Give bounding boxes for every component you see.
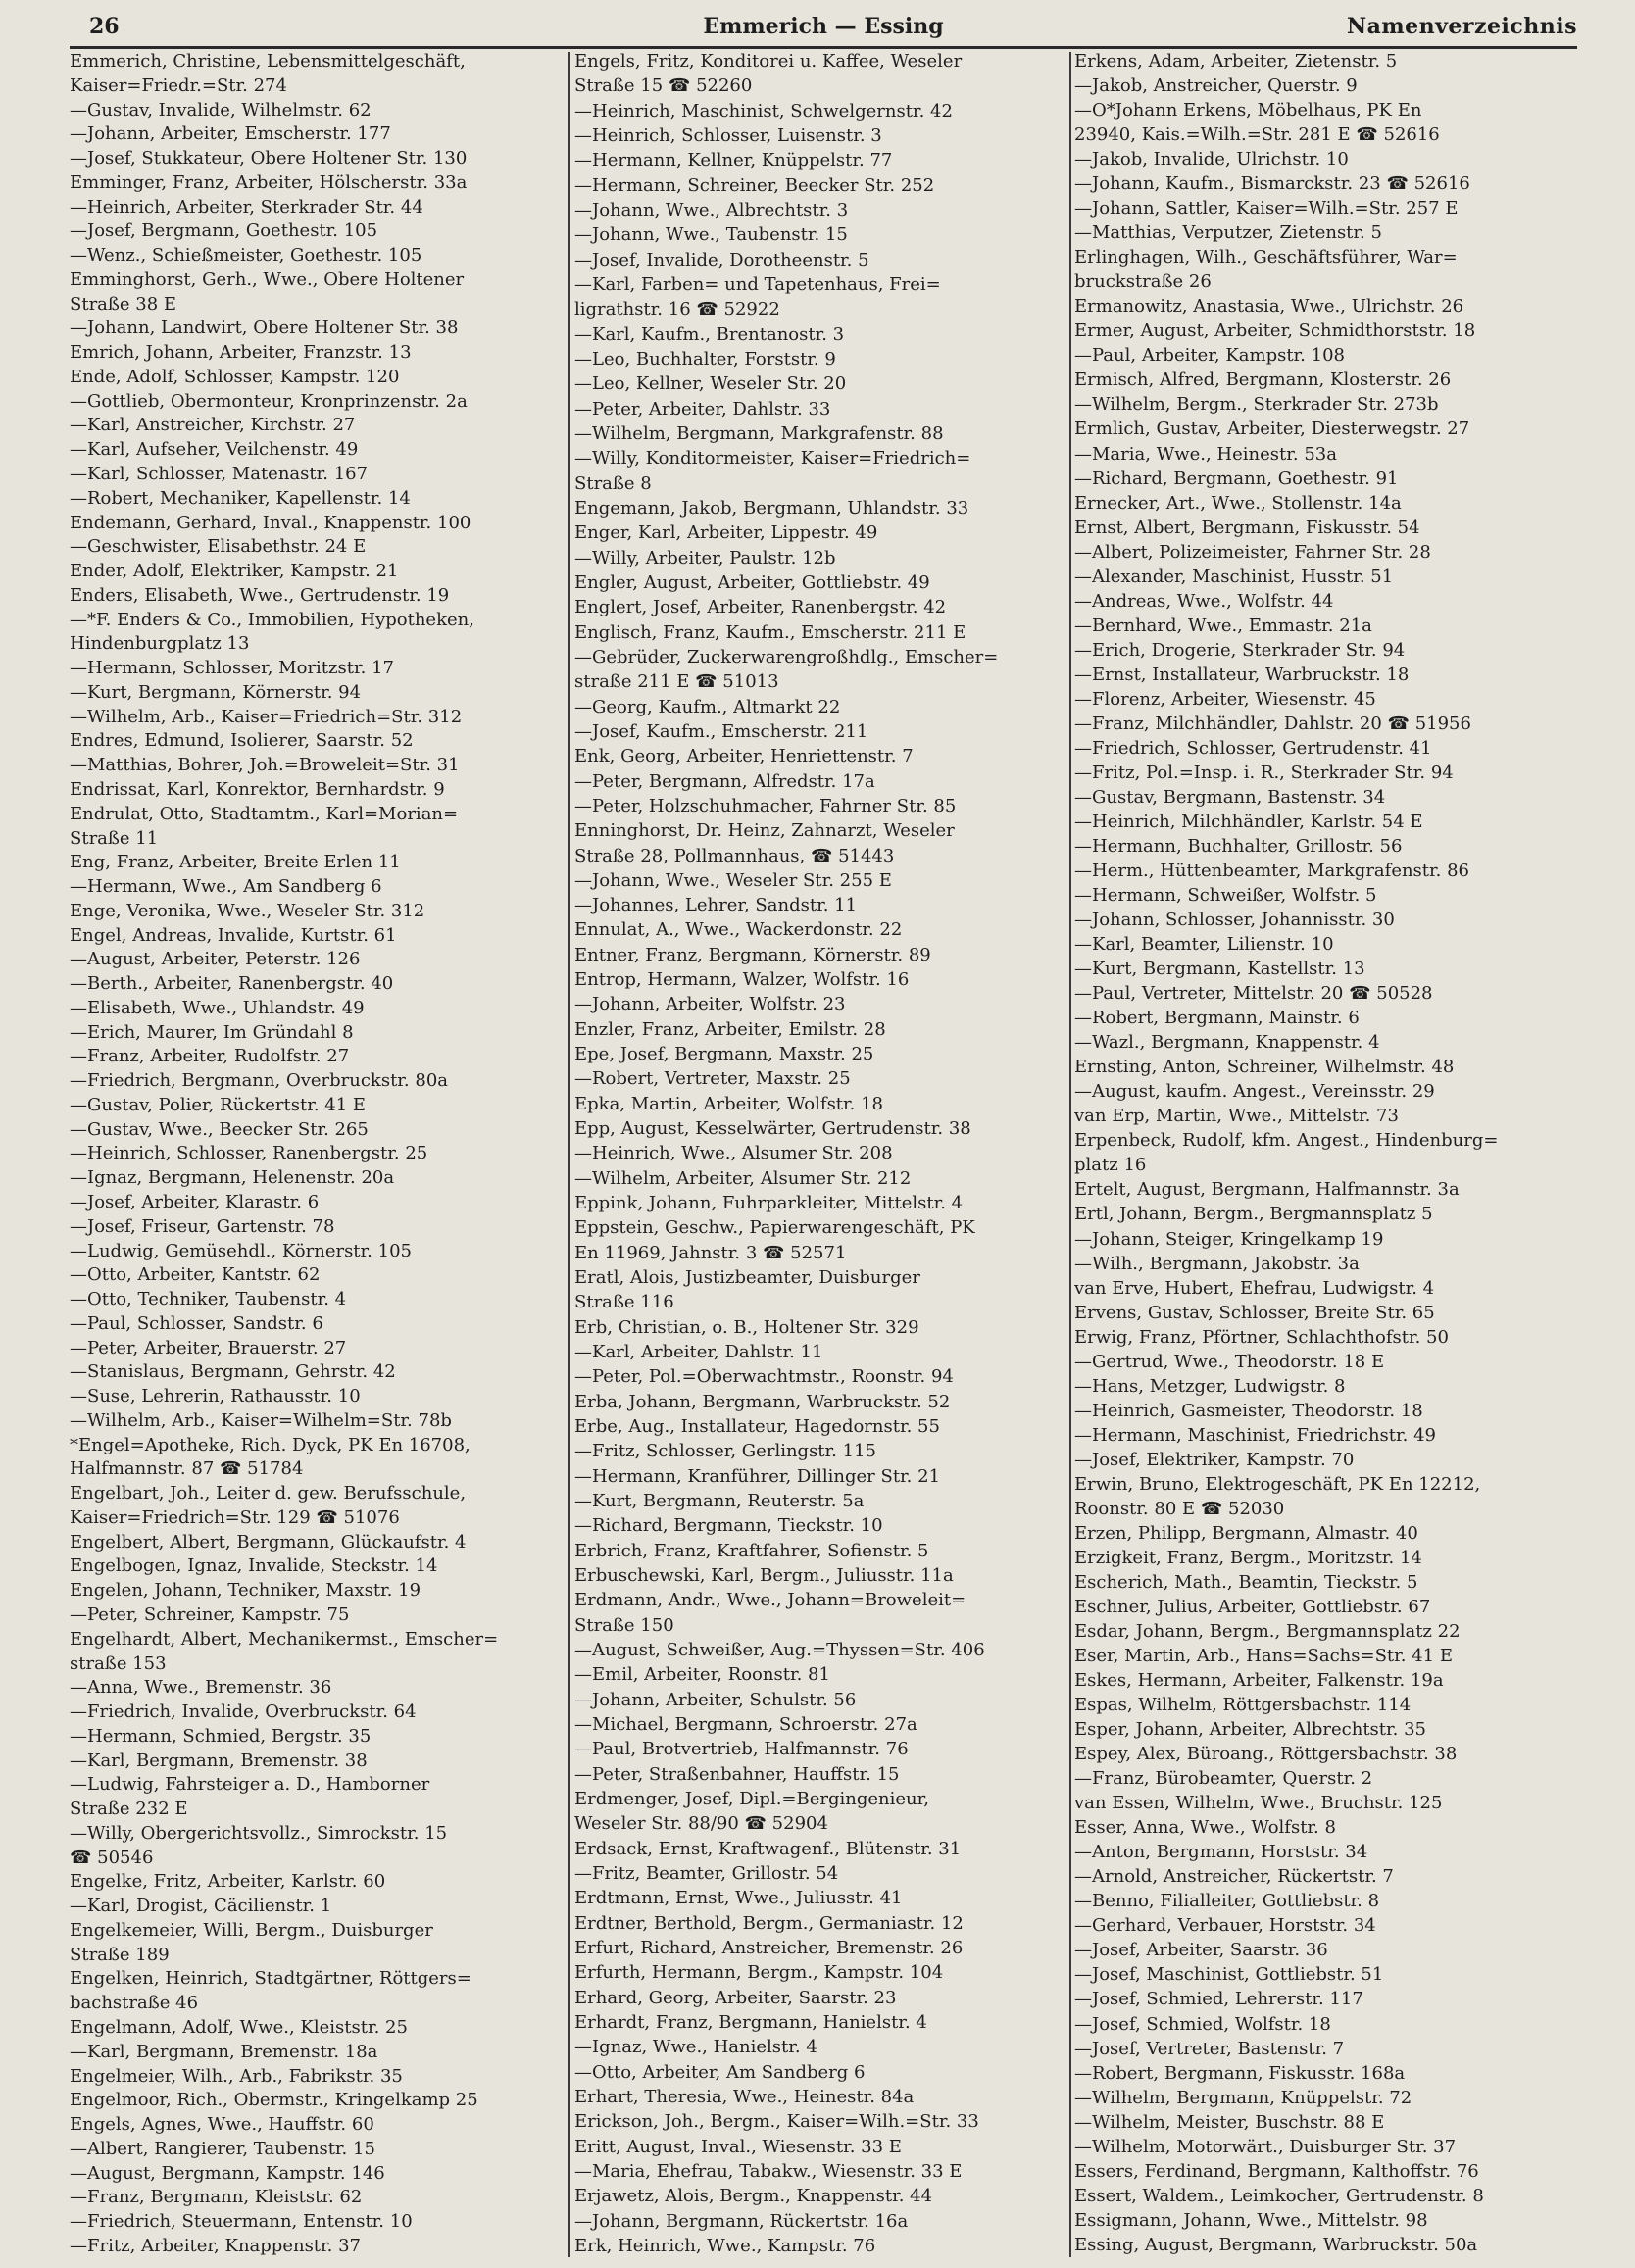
directory-entry-line: —Willy, Konditormeister, Kaiser=Friedrich= (574, 448, 971, 469)
directory-entry-line: Straße 150 (574, 1614, 674, 1636)
directory-entry-line: Engelken, Heinrich, Stadtgärtner, Röttgers= (70, 1968, 471, 1990)
directory-entry-line: Engelbart, Joh., Leiter d. gew. Berufsschule, (70, 1483, 467, 1504)
directory-entry-line: —*F. Enders & Co., Immobilien, Hypotheken, (70, 609, 474, 630)
directory-entry-line: —Paul, Arbeiter, Kampstr. 108 (1074, 345, 1345, 367)
directory-entry-line: —Willy, Obergerichtsvollz., Simrockstr. 15 (70, 1822, 448, 1844)
directory-entry-line: —Matthias, Verputzer, Zietenstr. 5 (1074, 222, 1382, 244)
directory-entry-line: —Robert, Bergmann, Fiskusstr. 168a (1074, 2062, 1406, 2084)
directory-entry-line: —Wilhelm, Arbeiter, Alsumer Str. 212 (574, 1167, 912, 1189)
directory-entry-line: —Josef, Vertreter, Bastenstr. 7 (1074, 2038, 1345, 2059)
directory-entry-line: Erbe, Aug., Installateur, Hagedornstr. 55 (574, 1416, 940, 1438)
directory-entry-line: —Johann, Sattler, Kaiser=Wilh.=Str. 257 E (1074, 198, 1459, 220)
directory-entry-line: Eser, Martin, Arb., Hans=Sachs=Str. 41 E (1074, 1646, 1453, 1667)
directory-entry-line: Engels, Agnes, Wwe., Hauffstr. 60 (70, 2114, 374, 2136)
directory-entry-line: Erkens, Adam, Arbeiter, Zietenstr. 5 (1074, 51, 1398, 72)
directory-entry-line: —Gottlieb, Obermonteur, Kronprinzenstr. 2a (70, 390, 468, 412)
directory-entry-line: —Benno, Filialleiter, Gottliebstr. 8 (1074, 1891, 1380, 1912)
directory-entry-line: Engelbogen, Ignaz, Invalide, Steckstr. 14 (70, 1555, 438, 1577)
directory-entry-line: Erhardt, Franz, Bergmann, Hanielstr. 4 (574, 2011, 927, 2033)
directory-entry-line: —Gerhard, Verbauer, Horststr. 34 (1074, 1915, 1376, 1937)
directory-entry-line: Engelhardt, Albert, Mechanikermst., Emscher= (70, 1628, 499, 1650)
directory-entry-line: —Peter, Pol.=Oberwachtmstr., Roonstr. 94 (574, 1366, 954, 1388)
directory-entry-line: —Ludwig, Gemüsehdl., Körnerstr. 105 (70, 1240, 412, 1261)
directory-entry-line: Erzen, Philipp, Bergmann, Almastr. 40 (1074, 1522, 1418, 1544)
directory-entry-line: —Michael, Bergmann, Schroerstr. 27a (574, 1713, 917, 1735)
directory-entry-line: *Engel=Apotheke, Rich. Dyck, PK En 16708, (70, 1434, 471, 1455)
directory-entry-line: —Leo, Buchhalter, Forststr. 9 (574, 348, 836, 370)
directory-entry-line: Engels, Fritz, Konditorei u. Kaffee, Weseler (574, 51, 963, 72)
directory-entry-line: Enk, Georg, Arbeiter, Henriettenstr. 7 (574, 746, 914, 767)
directory-entry-line: Kaiser=Friedr.=Str. 274 (70, 74, 287, 96)
directory-entry-line: Engelmann, Adolf, Wwe., Kleiststr. 25 (70, 2017, 408, 2039)
directory-entry-line: Essigmann, Johann, Wwe., Mittelstr. 98 (1074, 2209, 1428, 2231)
directory-column-left (70, 50, 565, 2258)
directory-entry-line: Erdmann, Andr., Wwe., Johann=Broweleit= (574, 1590, 966, 1611)
directory-entry-line: —Hans, Metzger, Ludwigstr. 8 (1074, 1375, 1346, 1397)
directory-entry-line: —Karl, Kaufm., Brentanostr. 3 (574, 323, 845, 345)
directory-entry-line: —Josef, Arbeiter, Saarstr. 36 (1074, 1940, 1328, 1961)
directory-entry-line: van Erve, Hubert, Ehefrau, Ludwigstr. 4 (1074, 1277, 1435, 1299)
directory-entry-line: —Wilhelm, Arb., Kaiser=Wilhelm=Str. 78b (70, 1409, 452, 1431)
directory-entry-line: —Otto, Arbeiter, Am Sandberg 6 (574, 2061, 866, 2083)
directory-entry-line: Endemann, Gerhard, Inval., Knappenstr. 100 (70, 512, 471, 533)
directory-entry-line: —Jakob, Anstreicher, Querstr. 9 (1074, 75, 1358, 97)
directory-entry-line: Erdmenger, Josef, Dipl.=Bergingenieur, (574, 1788, 929, 1809)
directory-entry-line: —Johann, Arbeiter, Emscherstr. 177 (70, 123, 391, 145)
directory-entry-line: Straße 189 (70, 1944, 170, 1965)
directory-entry-line: —Josef, Friseur, Gartenstr. 78 (70, 1215, 335, 1237)
directory-entry-line: —Arnold, Anstreicher, Rückertstr. 7 (1074, 1866, 1394, 1888)
directory-entry-line: —Kurt, Bergmann, Reuterstr. 5a (574, 1491, 865, 1512)
directory-entry-line: —Johann, Wwe., Weseler Str. 255 E (574, 869, 892, 891)
directory-entry-line: ligrathstr. 16 ☎ 52922 (574, 299, 780, 320)
directory-entry-line: —Johann, Kaufm., Bismarckstr. 23 ☎ 52616 (1074, 173, 1470, 195)
directory-entry-line: Espey, Alex, Büroang., Röttgersbachstr. 38 (1074, 1744, 1458, 1765)
directory-entry-line: —Johann, Landwirt, Obere Holtener Str. 38 (70, 318, 459, 339)
directory-entry-line: Straße 38 E (70, 293, 177, 315)
directory-entry-line: —Karl, Schlosser, Matenastr. 167 (70, 464, 369, 485)
directory-entry-line: —Ludwig, Fahrsteiger a. D., Hamborner (70, 1774, 430, 1796)
directory-entry-line: —Josef, Kaufm., Emscherstr. 211 (574, 720, 868, 742)
directory-entry-line: —Peter, Schreiner, Kampstr. 75 (70, 1604, 350, 1625)
directory-entry-line: —Elisabeth, Wwe., Uhlandstr. 49 (70, 997, 365, 1018)
directory-entry-line: —August, kaufm. Angest., Vereinsstr. 29 (1074, 1081, 1435, 1103)
directory-entry-line: —Karl, Anstreicher, Kirchstr. 27 (70, 415, 356, 436)
directory-entry-line: —Hermann, Kranführer, Dillinger Str. 21 (574, 1465, 941, 1487)
directory-entry-line: 23940, Kais.=Wilh.=Str. 281 E ☎ 52616 (1074, 124, 1440, 146)
directory-entry-line: Ernst, Albert, Bergmann, Fiskusstr. 54 (1074, 517, 1420, 538)
directory-entry-line: Eng, Franz, Arbeiter, Breite Erlen 11 (70, 852, 401, 873)
directory-entry-line: —Otto, Arbeiter, Kantstr. 62 (70, 1264, 321, 1286)
directory-entry-line: Enzler, Franz, Arbeiter, Emilstr. 28 (574, 1018, 886, 1040)
directory-entry-line: Epka, Martin, Arbeiter, Wolfstr. 18 (574, 1093, 884, 1114)
directory-entry-line: —Florenz, Arbeiter, Wiesenstr. 45 (1074, 688, 1376, 710)
directory-entry-line: straße 153 (70, 1652, 167, 1674)
directory-entry-line: —Fritz, Pol.=Insp. i. R., Sterkrader Str. 94 (1074, 762, 1454, 783)
directory-entry-line: —August, Arbeiter, Peterstr. 126 (70, 949, 361, 970)
directory-entry-line: —Hermann, Schlosser, Moritzstr. 17 (70, 658, 394, 679)
directory-entry-line: —Geschwister, Elisabethstr. 24 E (70, 536, 367, 558)
directory-entry-line: Emrich, Johann, Arbeiter, Franzstr. 13 (70, 342, 412, 364)
directory-entry-line: Erpenbeck, Rudolf, kfm. Angest., Hindenburg= (1074, 1130, 1499, 1152)
directory-entry-line: —Peter, Arbeiter, Dahlstr. 33 (574, 398, 831, 419)
directory-entry-line: —Robert, Vertreter, Maxstr. 25 (574, 1068, 851, 1090)
directory-entry-line: —Karl, Bergmann, Bremenstr. 18a (70, 2041, 378, 2062)
directory-entry-line: —Karl, Bergmann, Bremenstr. 38 (70, 1750, 368, 1771)
directory-entry-line: —Fritz, Arbeiter, Knappenstr. 37 (70, 2235, 362, 2256)
directory-entry-line: —Wilhelm, Bergm., Sterkrader Str. 273b (1074, 394, 1439, 416)
directory-entry-line: —Hermann, Schmied, Bergstr. 35 (70, 1725, 372, 1747)
directory-entry-line: Weseler Str. 88/90 ☎ 52904 (574, 1813, 828, 1835)
directory-entry-line: —Heinrich, Milchhändler, Karlstr. 54 E (1074, 811, 1423, 832)
directory-entry-line: Erdsack, Ernst, Kraftwagenf., Blütenstr. 31 (574, 1838, 962, 1859)
directory-entry-line: Ermisch, Alfred, Bergmann, Klosterstr. 26 (1074, 370, 1452, 391)
directory-entry-line: Eratl, Alois, Justizbeamter, Duisburger (574, 1267, 920, 1289)
directory-entry-line: —Anna, Wwe., Bremenstr. 36 (70, 1677, 332, 1699)
directory-entry-line: Endrulat, Otto, Stadtamtm., Karl=Morian= (70, 803, 459, 824)
directory-entry-line: Erhart, Theresia, Wwe., Heinestr. 84a (574, 2086, 915, 2107)
directory-entry-line: Ernecker, Art., Wwe., Stollenstr. 14a (1074, 492, 1402, 514)
directory-entry-line: —Karl, Drogist, Cäcilienstr. 1 (70, 1896, 332, 1917)
directory-entry-line: platz 16 (1074, 1155, 1147, 1176)
directory-entry-line: —Kurt, Bergmann, Körnerstr. 94 (70, 681, 362, 703)
directory-entry-line: Essers, Ferdinand, Bergmann, Kalthoffstr. 76 (1074, 2160, 1479, 2182)
directory-entry-line: —Karl, Farben= und Tapetenhaus, Frei= (574, 273, 941, 295)
directory-entry-line: Hindenburgplatz 13 (70, 633, 250, 655)
directory-entry-line: —Bernhard, Wwe., Emmastr. 21a (1074, 615, 1372, 636)
directory-entry-line: Erfurth, Hermann, Bergm., Kampstr. 104 (574, 1962, 944, 1984)
directory-entry-line: Enninghorst, Dr. Heinz, Zahnarzt, Weseler (574, 820, 955, 842)
page-title: Emmerich — Essing (703, 14, 944, 39)
directory-entry-line: Engelkemeier, Willi, Bergm., Duisburger (70, 1919, 433, 1941)
directory-entry-line: Straße 232 E (70, 1799, 188, 1820)
directory-entry-line: Ennulat, A., Wwe., Wackerdonstr. 22 (574, 919, 903, 941)
directory-entry-line: —Robert, Mechaniker, Kapellenstr. 14 (70, 487, 411, 509)
directory-entry-line: —Ernst, Installateur, Warbruckstr. 18 (1074, 664, 1410, 685)
directory-entry-line: Ernsting, Anton, Schreiner, Wilhelmstr. 48 (1074, 1057, 1455, 1078)
directory-entry-line: —Johann, Wwe., Albrechtstr. 3 (574, 199, 849, 221)
directory-entry-line: Eschner, Julius, Arbeiter, Gottliebstr. 67 (1074, 1596, 1431, 1617)
directory-entry-line: Emminghorst, Gerh., Wwe., Obere Holtener (70, 269, 465, 290)
directory-entry-line: —Anton, Bergmann, Horststr. 34 (1074, 1842, 1368, 1863)
directory-entry-line: —Erich, Drogerie, Sterkrader Str. 94 (1074, 639, 1406, 661)
directory-entry-line: —Hermann, Maschinist, Friedrichstr. 49 (1074, 1424, 1436, 1446)
directory-entry-line: Eritt, August, Inval., Wiesenstr. 33 E (574, 2136, 902, 2157)
directory-entry-line: —Gustav, Polier, Rückertstr. 41 E (70, 1094, 367, 1115)
directory-entry-line: —Johann, Arbeiter, Wolfstr. 23 (574, 994, 846, 1015)
directory-entry-line: —Wilhelm, Arb., Kaiser=Friedrich=Str. 312 (70, 706, 463, 727)
directory-entry-line: —Gustav, Bergmann, Bastenstr. 34 (1074, 786, 1386, 808)
directory-entry-line: —Wilhelm, Meister, Buschstr. 88 E (1074, 2111, 1385, 2133)
directory-entry-line: —August, Schweißer, Aug.=Thyssen=Str. 406 (574, 1640, 985, 1660)
directory-entry-line: —Fritz, Schlosser, Gerlingstr. 115 (574, 1441, 876, 1462)
directory-entry-line: Emmerich, Christine, Lebensmittelgeschäft, (70, 51, 466, 72)
directory-entry-line: —Ignaz, Bergmann, Helenenstr. 20a (70, 1167, 395, 1189)
directory-entry-line: —Wazl., Bergmann, Knappenstr. 4 (1074, 1032, 1380, 1054)
directory-entry-line: —Franz, Bergmann, Kleiststr. 62 (70, 2187, 363, 2208)
directory-entry-line: Essert, Waldem., Leimkocher, Gertrudenstr. 8 (1074, 2185, 1484, 2206)
directory-entry-line: Straße 15 ☎ 52260 (574, 75, 753, 97)
directory-entry-line: —Franz, Arbeiter, Rudolfstr. 27 (70, 1046, 350, 1067)
page-number: 26 (89, 14, 120, 39)
directory-entry-line: —Erich, Maurer, Im Gründahl 8 (70, 1021, 354, 1043)
directory-entry-line: Espas, Wilhelm, Röttgersbachstr. 114 (1074, 1695, 1412, 1716)
directory-entry-line: —Karl, Arbeiter, Dahlstr. 11 (574, 1342, 823, 1363)
directory-entry-line: Epp, August, Kesselwärter, Gertrudenstr. 38 (574, 1118, 971, 1140)
directory-entry-line: Erdtner, Berthold, Bergm., Germaniastr. 12 (574, 1912, 964, 1934)
directory-entry-line: —Heinrich, Arbeiter, Sterkrader Str. 44 (70, 196, 423, 218)
directory-entry-line: —Leo, Kellner, Weseler Str. 20 (574, 373, 847, 395)
directory-entry-line: Erwin, Bruno, Elektrogeschäft, PK En 12212, (1074, 1473, 1481, 1495)
directory-entry-line: —Johannes, Lehrer, Sandstr. 11 (574, 895, 858, 916)
directory-entry-line: Eppink, Johann, Fuhrparkleiter, Mittelstr. 4 (574, 1193, 964, 1214)
directory-entry-line: —Hermann, Kellner, Knüppelstr. 77 (574, 150, 893, 172)
directory-entry-line: —Gustav, Invalide, Wilhelmstr. 62 (70, 99, 372, 121)
directory-entry-line: —Johann, Steiger, Kringelkamp 19 (1074, 1228, 1384, 1250)
directory-entry-line: —Paul, Schlosser, Sandstr. 6 (70, 1312, 323, 1334)
directory-entry-line: —Peter, Straßenbahner, Hauffstr. 15 (574, 1763, 900, 1785)
directory-entry-line: Straße 116 (574, 1292, 674, 1313)
directory-entry-line: Engel, Andreas, Invalide, Kurtstr. 61 (70, 924, 397, 946)
directory-entry-line: —Ignaz, Wwe., Hanielstr. 4 (574, 2037, 818, 2058)
directory-entry-line: —Berth., Arbeiter, Ranenbergstr. 40 (70, 973, 394, 995)
directory-entry-line: van Erp, Martin, Wwe., Mittelstr. 73 (1074, 1106, 1399, 1127)
directory-entry-line: Ertelt, August, Bergmann, Halfmannstr. 3a (1074, 1179, 1460, 1201)
directory-entry-line: —Karl, Aufseher, Veilchenstr. 49 (70, 439, 359, 461)
directory-entry-line: —Maria, Wwe., Heinestr. 53a (1074, 443, 1337, 465)
directory-entry-line: Ermlich, Gustav, Arbeiter, Diesterwegstr. 27 (1074, 419, 1470, 440)
directory-entry-line: —Heinrich, Schlosser, Ranenbergstr. 25 (70, 1143, 428, 1164)
directory-entry-line: —Johann, Bergmann, Rückertstr. 16a (574, 2210, 909, 2232)
directory-entry-line: Erfurt, Richard, Anstreicher, Bremenstr. 26 (574, 1937, 964, 1958)
column-divider (568, 52, 570, 2257)
directory-entry-line: Roonstr. 80 E ☎ 52030 (1074, 1498, 1285, 1519)
directory-entry-line: —Peter, Bergmann, Alfredstr. 17a (574, 770, 875, 792)
directory-entry-line: —O*Johann Erkens, Möbelhaus, PK En (1074, 100, 1422, 122)
directory-entry-line: —Wilhelm, Bergmann, Markgrafenstr. 88 (574, 422, 944, 444)
directory-entry-line: —August, Bergmann, Kampstr. 146 (70, 2162, 385, 2184)
directory-entry-line: Enders, Elisabeth, Wwe., Gertrudenstr. 19 (70, 584, 450, 606)
directory-entry-line: Erba, Johann, Bergmann, Warbruckstr. 52 (574, 1391, 951, 1412)
directory-entry-line: —Hermann, Schweißer, Wolfstr. 5 (1074, 885, 1377, 907)
directory-entry-line: —Herm., Hüttenbeamter, Markgrafenstr. 86 (1074, 861, 1470, 882)
directory-entry-line: —Albert, Polizeimeister, Fahrner Str. 28 (1074, 541, 1431, 563)
directory-entry-line: —Hermann, Buchhalter, Grillostr. 56 (1074, 836, 1403, 857)
directory-entry-line: Esdar, Johann, Bergm., Bergmannsplatz 22 (1074, 1621, 1461, 1642)
directory-entry-line: Englert, Josef, Arbeiter, Ranenbergstr. 42 (574, 597, 947, 618)
directory-entry-line: Endres, Edmund, Isolierer, Saarstr. 52 (70, 730, 414, 752)
directory-entry-line: —Karl, Beamter, Lilienstr. 10 (1074, 934, 1334, 956)
directory-entry-line: —Wilh., Bergmann, Jakobstr. 3a (1074, 1253, 1360, 1274)
directory-entry-line: —Emil, Arbeiter, Roonstr. 81 (574, 1664, 830, 1686)
directory-entry-line: —Georg, Kaufm., Altmarkt 22 (574, 696, 841, 717)
directory-entry-line: —Friedrich, Schlosser, Gertrudenstr. 41 (1074, 737, 1432, 759)
directory-entry-line: —Alexander, Maschinist, Husstr. 51 (1074, 566, 1394, 587)
directory-entry-line: —Friedrich, Bergmann, Overbruckstr. 80a (70, 1070, 449, 1092)
directory-entry-line: —Andreas, Wwe., Wolfstr. 44 (1074, 590, 1334, 612)
directory-entry-line: Erwig, Franz, Pförtner, Schlachthofstr. 50 (1074, 1326, 1449, 1348)
directory-entry-line: Erbrich, Franz, Kraftfahrer, Sofienstr. 5 (574, 1540, 929, 1561)
directory-entry-line: —Josef, Elektriker, Kampstr. 70 (1074, 1449, 1355, 1470)
directory-entry-line: —Matthias, Bohrer, Joh.=Broweleit=Str. 31 (70, 755, 460, 776)
directory-entry-line: Erb, Christian, o. B., Holtener Str. 329 (574, 1316, 919, 1338)
directory-entry-line: —Wilhelm, Motorwärt., Duisburger Str. 37 (1074, 2136, 1457, 2157)
directory-entry-line: Engelke, Fritz, Arbeiter, Karlstr. 60 (70, 1871, 386, 1893)
directory-entry-line: Straße 28, Pollmannhaus, ☎ 51443 (574, 845, 895, 866)
directory-entry-line: bruckstraße 26 (1074, 271, 1212, 293)
directory-entry-line: —Josef, Stukkateur, Obere Holtener Str. 130 (70, 148, 468, 170)
directory-entry-line: Endrissat, Karl, Konrektor, Bernhardstr. 9 (70, 778, 445, 800)
directory-entry-line: —Paul, Brotvertrieb, Halfmannstr. 76 (574, 1739, 909, 1760)
directory-entry-line: —Kurt, Bergmann, Kastellstr. 13 (1074, 959, 1365, 980)
directory-entry-line: —Friedrich, Invalide, Overbruckstr. 64 (70, 1701, 417, 1723)
directory-entry-line: Erk, Heinrich, Wwe., Kampstr. 76 (574, 2235, 876, 2256)
directory-entry-line: van Essen, Wilhelm, Wwe., Bruchstr. 125 (1074, 1793, 1443, 1814)
directory-entry-line: Escherich, Math., Beamtin, Tieckstr. 5 (1074, 1571, 1418, 1593)
directory-entry-line: Ermer, August, Arbeiter, Schmidthorststr. 18 (1074, 320, 1476, 342)
directory-entry-line: Ermanowitz, Anastasia, Wwe., Ulrichstr. 26 (1074, 296, 1464, 318)
directory-entry-line: —Josef, Arbeiter, Klarastr. 6 (70, 1191, 320, 1212)
directory-entry-line: Halfmannstr. 87 ☎ 51784 (70, 1458, 304, 1480)
directory-entry-line: En 11969, Jahnstr. 3 ☎ 52571 (574, 1242, 847, 1263)
directory-entry-line: —Hermann, Wwe., Am Sandberg 6 (70, 876, 382, 898)
directory-entry-line: —Paul, Vertreter, Mittelstr. 20 ☎ 50528 (1074, 983, 1433, 1005)
directory-entry-line: —Johann, Arbeiter, Schulstr. 56 (574, 1689, 857, 1710)
directory-entry-line: —Johann, Wwe., Taubenstr. 15 (574, 224, 848, 246)
directory-entry-line: Erjawetz, Alois, Bergm., Knappenstr. 44 (574, 2186, 933, 2207)
directory-entry-line: Englisch, Franz, Kaufm., Emscherstr. 211 E (574, 621, 966, 643)
directory-entry-line: —Maria, Ehefrau, Tabakw., Wiesenstr. 33 E (574, 2160, 963, 2182)
directory-entry-line: —Gebrüder, Zuckerwarengroßhdlg., Emscher= (574, 646, 999, 667)
directory-entry-line: Eskes, Hermann, Arbeiter, Falkenstr. 19a (1074, 1670, 1444, 1692)
directory-entry-line: —Fritz, Beamter, Grillostr. 54 (574, 1862, 839, 1884)
directory-entry-line: —Heinrich, Wwe., Alsumer Str. 208 (574, 1143, 893, 1164)
directory-entry-line: Engemann, Jakob, Bergmann, Uhlandstr. 33 (574, 497, 969, 518)
directory-entry-line: Enge, Veronika, Wwe., Weseler Str. 312 (70, 900, 425, 921)
directory-entry-line: Ertl, Johann, Bergm., Bergmannsplatz 5 (1074, 1204, 1433, 1225)
directory-entry-line: Erickson, Joh., Bergm., Kaiser=Wilh.=Str. 33 (574, 2111, 979, 2133)
section-title: Namenverzeichnis (1347, 14, 1577, 39)
directory-entry-line: Erlinghagen, Wilh., Geschäftsführer, War= (1074, 247, 1458, 269)
directory-entry-line: Erzigkeit, Franz, Bergm., Moritzstr. 14 (1074, 1547, 1422, 1568)
directory-entry-line: —Stanislaus, Bergmann, Gehrstr. 42 (70, 1361, 396, 1383)
directory-entry-line: —Josef, Invalide, Dorotheenstr. 5 (574, 249, 869, 271)
directory-column-right (1074, 50, 1577, 2258)
directory-entry-line: Ender, Adolf, Elektriker, Kampstr. 21 (70, 561, 399, 582)
directory-entry-line: Erdtmann, Ernst, Wwe., Juliusstr. 41 (574, 1888, 903, 1909)
directory-entry-line: —Peter, Arbeiter, Brauerstr. 27 (70, 1337, 347, 1358)
directory-entry-line: —Josef, Schmied, Wolfstr. 18 (1074, 2013, 1331, 2035)
directory-entry-line: Erhard, Georg, Arbeiter, Saarstr. 23 (574, 1987, 897, 2008)
directory-entry-line: straße 211 E ☎ 51013 (574, 671, 779, 693)
directory-entry-line: —Gustav, Wwe., Beecker Str. 265 (70, 1118, 369, 1140)
directory-entry-line: —Friedrich, Steuermann, Entenstr. 10 (70, 2211, 413, 2233)
directory-entry-line: Engelen, Johann, Techniker, Maxstr. 19 (70, 1580, 421, 1602)
header-rule (70, 46, 1577, 49)
directory-entry-line: —Josef, Bergmann, Goethestr. 105 (70, 221, 378, 242)
directory-entry-line: —Heinrich, Maschinist, Schwelgernstr. 42 (574, 100, 953, 122)
directory-entry-line: —Gertrud, Wwe., Theodorstr. 18 E (1074, 1351, 1385, 1372)
directory-entry-line: Engelmeier, Wilh., Arb., Fabrikstr. 35 (70, 2065, 403, 2087)
directory-entry-line: Essing, August, Bergmann, Warbruckstr. 50a (1074, 2234, 1478, 2255)
directory-entry-line: —Otto, Techniker, Taubenstr. 4 (70, 1289, 347, 1310)
directory-entry-line: Esper, Johann, Arbeiter, Albrechtstr. 35 (1074, 1719, 1427, 1741)
directory-entry-line: Kaiser=Friedrich=Str. 129 ☎ 51076 (70, 1506, 400, 1528)
directory-entry-line: Enger, Karl, Arbeiter, Lippestr. 49 (574, 522, 878, 544)
directory-entry-line: Straße 11 (70, 827, 159, 849)
directory-entry-line: Engler, August, Arbeiter, Gottliebstr. 49 (574, 571, 930, 593)
directory-entry-line: —Wilhelm, Bergmann, Knüppelstr. 72 (1074, 2087, 1412, 2108)
directory-entry-line: Straße 8 (574, 472, 652, 494)
directory-entry-line: —Wenz., Schießmeister, Goethestr. 105 (70, 245, 422, 267)
directory-entry-line: —Willy, Arbeiter, Paulstr. 12b (574, 547, 836, 568)
directory-entry-line: —Hermann, Schreiner, Beecker Str. 252 (574, 174, 935, 196)
directory-entry-line: Entrop, Hermann, Walzer, Wolfstr. 16 (574, 969, 910, 991)
directory-entry-line: —Johann, Schlosser, Johannisstr. 30 (1074, 910, 1395, 931)
directory-entry-line: Emminger, Franz, Arbeiter, Hölscherstr. 33a (70, 172, 468, 193)
directory-entry-line: Engelmoor, Rich., Obermstr., Kringelkamp 25 (70, 2090, 478, 2111)
directory-entry-line: Ende, Adolf, Schlosser, Kampstr. 120 (70, 366, 400, 387)
directory-entry-line: Ervens, Gustav, Schlosser, Breite Str. 65 (1074, 1302, 1435, 1323)
directory-entry-line: —Jakob, Invalide, Ulrichstr. 10 (1074, 149, 1349, 171)
directory-entry-line: —Heinrich, Gasmeister, Theodorstr. 18 (1074, 1400, 1423, 1421)
directory-entry-line: —Peter, Holzschuhmacher, Fahrner Str. 85 (574, 795, 957, 816)
directory-entry-line: bachstraße 46 (70, 1993, 199, 2014)
directory-entry-line: —Suse, Lehrerin, Rathausstr. 10 (70, 1386, 361, 1407)
directory-entry-line: —Franz, Milchhändler, Dahlstr. 20 ☎ 51956 (1074, 713, 1471, 734)
directory-entry-line: —Richard, Bergmann, Tieckstr. 10 (574, 1515, 883, 1537)
column-divider (1069, 52, 1071, 2257)
directory-entry-line: Engelbert, Albert, Bergmann, Glückaufstr. 4 (70, 1531, 467, 1553)
directory-column-middle (574, 50, 1065, 2258)
directory-entry-line: Esser, Anna, Wwe., Wolfstr. 8 (1074, 1817, 1336, 1839)
directory-entry-line: —Josef, Schmied, Lehrerstr. 117 (1074, 1989, 1363, 2010)
directory-entry-line: —Heinrich, Schlosser, Luisenstr. 3 (574, 124, 882, 146)
directory-entry-line: —Richard, Bergmann, Goethestr. 91 (1074, 468, 1399, 489)
directory-entry-line: Eppstein, Geschw., Papierwarengeschäft, PK (574, 1217, 975, 1239)
directory-entry-line: —Franz, Bürobeamter, Querstr. 2 (1074, 1768, 1373, 1790)
directory-entry-line: Entner, Franz, Bergmann, Körnerstr. 89 (574, 944, 931, 965)
directory-entry-line: —Albert, Rangierer, Taubenstr. 15 (70, 2138, 375, 2159)
directory-entry-line: ☎ 50546 (70, 1847, 154, 1868)
directory-entry-line: —Josef, Maschinist, Gottliebstr. 51 (1074, 1964, 1384, 1986)
directory-entry-line: —Robert, Bergmann, Mainstr. 6 (1074, 1008, 1360, 1029)
directory-entry-line: Epe, Josef, Bergmann, Maxstr. 25 (574, 1044, 874, 1065)
directory-entry-line: Erbuschewski, Karl, Bergm., Juliusstr. 11a (574, 1565, 954, 1587)
